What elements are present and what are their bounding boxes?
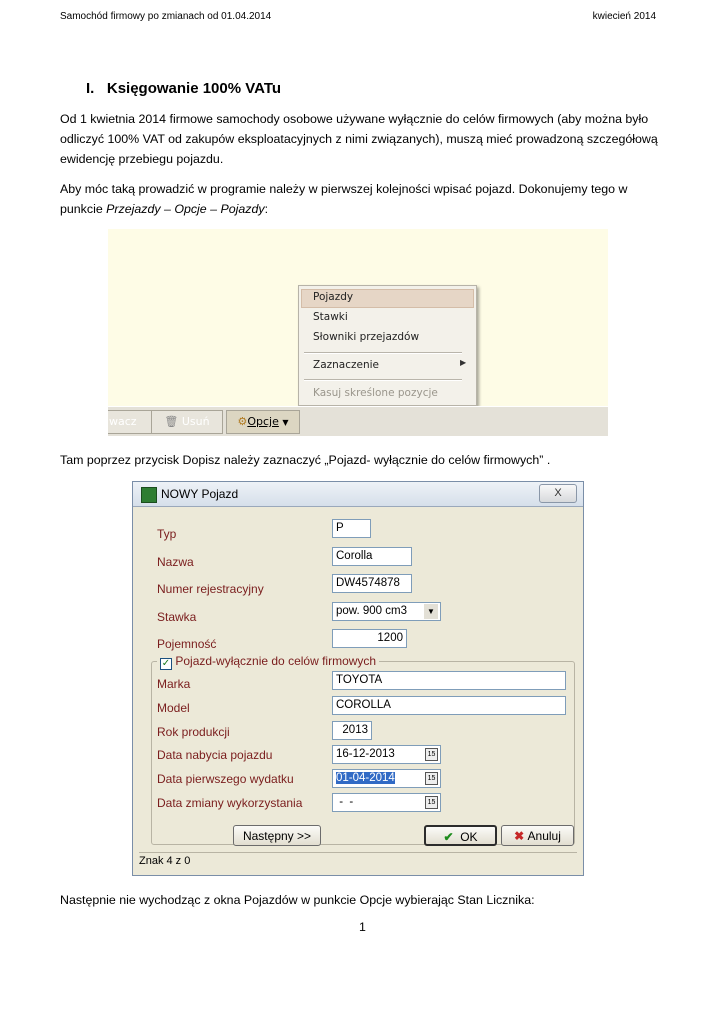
- input-typ[interactable]: P: [332, 519, 371, 538]
- options-icon: ⚙: [237, 415, 248, 428]
- toolbar-button-wacz[interactable]: wacz: [108, 410, 152, 434]
- checkbox-label: Pojazd-wyłącznie do celów firmowych: [175, 654, 377, 668]
- dialog-body: [139, 511, 577, 846]
- label-rok: Rok produkcji: [157, 725, 230, 739]
- section-heading: [86, 80, 281, 97]
- menu-separator: [304, 352, 462, 354]
- options-button[interactable]: [226, 410, 300, 434]
- paragraph-line: [60, 199, 670, 219]
- options-menu: [298, 285, 477, 406]
- input-model[interactable]: COROLLA: [332, 696, 566, 715]
- label-numer: Numer rejestracyjny: [157, 582, 264, 596]
- paragraph-3: Tam poprzez przycisk Dopisz należy zaznaczyć „Pojazd- wyłącznie do celów firmowych” .: [60, 453, 551, 467]
- label-nazwa: Nazwa: [157, 555, 194, 569]
- firm-use-checkbox[interactable]: [157, 654, 379, 670]
- label-data-wydatku: Data pierwszego wydatku: [157, 772, 294, 786]
- status-bar: Znak 4 z 0: [139, 852, 577, 870]
- label-model: Model: [157, 701, 190, 715]
- page-number: 1: [359, 920, 366, 934]
- cancel-button-label: Anuluj: [527, 829, 561, 843]
- input-numer[interactable]: DW4574878: [332, 574, 412, 593]
- select-stawka-value: pow. 900 cm3: [336, 605, 407, 617]
- section-number: I.: [86, 80, 95, 97]
- label-data-nabycia: Data nabycia pojazdu: [157, 748, 273, 762]
- label-pojemnosc: Pojemność: [157, 637, 217, 651]
- date-value: - -: [336, 796, 354, 808]
- paragraph-line: Aby móc taką prowadzić w programie należy w pierwszej kolejności wpisać pojazd. Dokonujemy tego w: [60, 182, 628, 196]
- ok-button[interactable]: [424, 825, 497, 846]
- select-stawka[interactable]: [332, 602, 441, 621]
- calendar-icon[interactable]: 15: [425, 772, 438, 785]
- delete-button-label: Usuń: [181, 415, 210, 428]
- dropdown-arrow-icon[interactable]: ▼: [424, 604, 438, 619]
- menu-item-slowniki[interactable]: Słowniki przejazdów: [313, 331, 420, 343]
- checkbox-check-icon[interactable]: ✓: [161, 658, 171, 669]
- label-stawka: Stawka: [157, 610, 197, 624]
- section-title: Księgowanie 100% VATu: [106, 80, 282, 97]
- menu-item-stawki[interactable]: Stawki: [313, 311, 348, 323]
- app-icon: [141, 487, 157, 503]
- menu-item-pojazdy[interactable]: Pojazdy: [313, 291, 354, 303]
- input-pojemnosc[interactable]: 1200: [332, 629, 407, 648]
- header-left: Samochód firmowy po zmianach od 01.04.2014: [60, 11, 272, 22]
- label-data-zmiany: Data zmiany wykorzystania: [157, 796, 303, 810]
- label-marka: Marka: [157, 677, 191, 691]
- dropdown-arrow-icon: ▼: [282, 418, 289, 427]
- delete-button[interactable]: [151, 410, 223, 434]
- paragraph-line: Od 1 kwietnia 2014 firmowe samochody osobowe używane wyłącznie do celów firmowych (aby można było: [60, 112, 649, 126]
- trash-icon: 🗑: [164, 415, 179, 428]
- x-icon: ✖: [514, 829, 525, 843]
- dialog-titlebar: [133, 482, 583, 507]
- header-right: kwiecień 2014: [592, 11, 656, 22]
- close-button[interactable]: X: [539, 484, 577, 503]
- paragraph-line: odliczyć 100% VAT od zakupów eksploatacyjnych z nimi związanych), muszą mieć prowadzoną szczegółową: [60, 132, 658, 146]
- toolbar: [108, 406, 608, 436]
- date-value-selected: 01-04-2014: [336, 772, 395, 784]
- calendar-icon[interactable]: 15: [425, 796, 438, 809]
- menu-path: Przejazdy – Opcje – Pojazdy: [106, 202, 265, 216]
- submenu-arrow-icon: ▶: [460, 358, 467, 367]
- input-data-zmiany[interactable]: [332, 793, 441, 812]
- paragraph-1: [60, 109, 670, 169]
- ok-button-label: OK: [460, 830, 478, 844]
- next-button[interactable]: Następny >>: [233, 825, 321, 846]
- calendar-icon[interactable]: 15: [425, 748, 438, 761]
- checkmark-icon: ✔: [443, 830, 454, 844]
- input-data-nabycia[interactable]: [332, 745, 441, 764]
- input-marka[interactable]: TOYOTA: [332, 671, 566, 690]
- input-nazwa[interactable]: Corolla: [332, 547, 412, 566]
- menu-screenshot: [108, 229, 608, 436]
- date-value: 16-12-2013: [336, 748, 395, 760]
- menu-item-kasuj: Kasuj skreślone pozycje: [313, 387, 438, 399]
- input-data-wydatku[interactable]: [332, 769, 441, 788]
- paragraph-4: Następnie nie wychodząc z okna Pojazdów w punkcie Opcje wybierając Stan Licznika:: [60, 893, 535, 907]
- paragraph-line: ewidencję przebiegu pojazdu.: [60, 152, 224, 166]
- options-button-label: Opcje: [247, 415, 279, 428]
- paragraph-2: [60, 179, 670, 219]
- menu-item-zaznaczenie[interactable]: Zaznaczenie: [313, 359, 380, 371]
- input-rok[interactable]: 2013: [332, 721, 372, 740]
- menu-separator: [304, 379, 462, 381]
- text: :: [264, 202, 269, 216]
- new-vehicle-dialog: [132, 481, 584, 876]
- label-typ: Typ: [157, 527, 177, 541]
- text: punkcie: [60, 202, 107, 216]
- cancel-button[interactable]: [501, 825, 574, 846]
- dialog-title: NOWY Pojazd: [161, 487, 239, 501]
